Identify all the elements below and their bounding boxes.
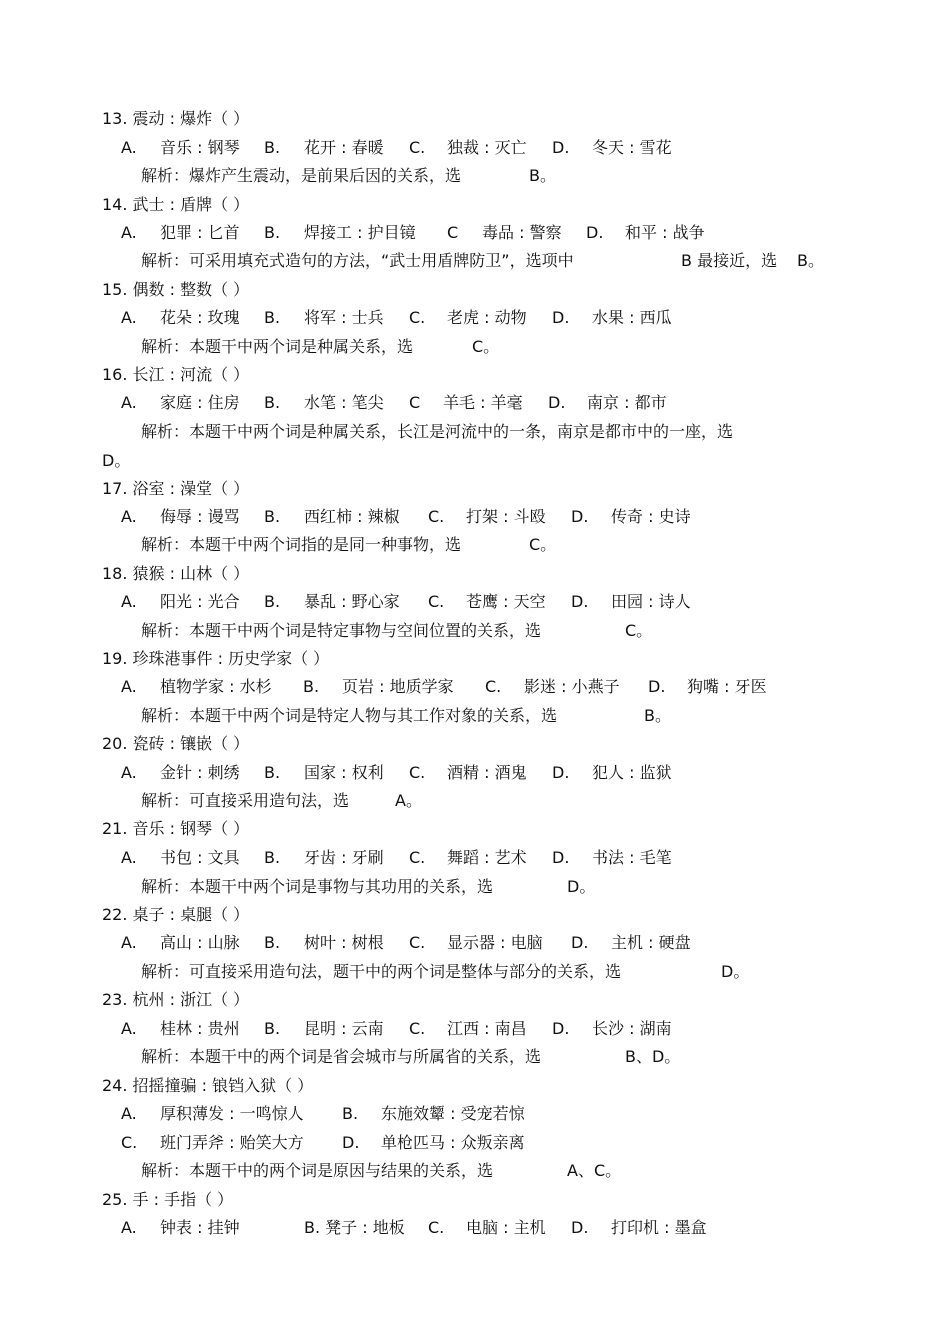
option-letter: C.	[409, 933, 426, 952]
question-stem: 16. 长江 : 河流（ ）	[102, 365, 250, 384]
option-text: 南京 : 都市	[587, 393, 667, 412]
option-letter: C.	[121, 1133, 138, 1152]
option-letter: B.	[264, 592, 281, 611]
analysis-answer: B。	[797, 251, 824, 270]
option-letter: B.	[264, 1019, 281, 1038]
option-letter: B.	[264, 933, 281, 952]
option-letter: D.	[571, 592, 589, 611]
analysis-answer: C。	[625, 621, 653, 640]
option-text: 水笔 : 笔尖	[304, 393, 384, 412]
option-text: 毒品 : 警察	[482, 223, 562, 242]
option-text: 花朵 : 玫瑰	[160, 308, 240, 327]
question-stem: 17. 浴室 : 澡堂（ ）	[102, 479, 250, 498]
option-text: 音乐 : 钢琴	[160, 138, 240, 157]
option-text: 冬天 : 雪花	[592, 138, 672, 157]
option-letter: D.	[571, 1218, 589, 1237]
option-letter: C.	[428, 592, 445, 611]
option-letter: C.	[409, 138, 426, 157]
analysis-answer: B。	[644, 706, 671, 725]
analysis-text: 解析：可直接采用造句法，题干中的两个词是整体与部分的关系，选	[141, 962, 622, 981]
option-text: 水果 : 西瓜	[592, 308, 672, 327]
option-letter: C.	[485, 677, 502, 696]
analysis-text: 解析：本题干中两个词是特定事物与空间位置的关系，选	[141, 621, 542, 640]
option-letter: B.	[264, 763, 281, 782]
question-stem: 18. 猿猴 : 山林（ ）	[102, 564, 250, 583]
analysis-text: 解析：本题干中两个词是事物与其功用的关系，选	[141, 877, 494, 896]
option-letter: D.	[571, 507, 589, 526]
analysis-answer: A、C。	[567, 1161, 622, 1180]
option-letter: A.	[121, 1019, 137, 1038]
option-letter: D.	[552, 1019, 570, 1038]
option-letter: B.	[264, 138, 281, 157]
analysis-text: B 最接近，选	[681, 251, 778, 270]
option-letter: B.	[264, 507, 281, 526]
option-text: 传奇 : 史诗	[611, 507, 691, 526]
option-text: 班门弄斧 : 贻笑大方	[160, 1133, 304, 1152]
option-text: 书包 : 文具	[160, 848, 240, 867]
option-letter: D.	[548, 393, 566, 412]
option-text: 植物学家 : 水杉	[160, 677, 272, 696]
analysis-answer: C。	[472, 337, 500, 356]
analysis-answer: A。	[395, 791, 422, 810]
question-stem: 19. 珍珠港事件 : 历史学家（ ）	[102, 649, 330, 668]
analysis-text: 解析：可直接采用造句法，选	[141, 791, 350, 810]
option-text: 东施效颦 : 受宠若惊	[381, 1104, 525, 1123]
option-letter: B.	[303, 677, 320, 696]
option-letter: D.	[648, 677, 666, 696]
option-text: 将军 : 士兵	[304, 308, 384, 327]
option-text: 主机 : 硬盘	[611, 933, 691, 952]
option-text: 狗嘴 : 牙医	[687, 677, 767, 696]
option-letter: C.	[409, 308, 426, 327]
option-text: 国家 : 权利	[304, 763, 384, 782]
option-text: 舞蹈 : 艺术	[447, 848, 527, 867]
option-text: 西红柿 : 辣椒	[304, 507, 400, 526]
option-text: 桂林 : 贵州	[160, 1019, 240, 1038]
option-letter: A.	[121, 848, 137, 867]
option-letter: C.	[409, 848, 426, 867]
option-letter: A.	[121, 677, 137, 696]
question-stem: 20. 瓷砖 : 镶嵌（ ）	[102, 734, 250, 753]
option-text: 厚积薄发 : 一鸣惊人	[160, 1104, 304, 1123]
analysis-answer: D。	[567, 877, 596, 896]
option-letter: A.	[121, 507, 137, 526]
option-letter: C	[447, 223, 459, 242]
option-text: 阳光 : 光合	[160, 592, 240, 611]
option-text: 酒精 : 酒鬼	[447, 763, 527, 782]
option-letter: D.	[586, 223, 604, 242]
option-letter: B.	[264, 848, 281, 867]
question-stem: 21. 音乐 : 钢琴（ ）	[102, 819, 250, 838]
option-letter: B.	[264, 308, 281, 327]
option-letter: D.	[342, 1133, 360, 1152]
option-text: 昆明 : 云南	[304, 1019, 384, 1038]
option-text: 钟表 : 挂钟	[160, 1218, 240, 1237]
option-text: 树叶 : 树根	[304, 933, 384, 952]
option-text: 打架 : 斗殴	[466, 507, 546, 526]
option-letter: C.	[428, 1218, 445, 1237]
analysis-answer: D。	[721, 962, 750, 981]
option-letter: A.	[121, 308, 137, 327]
option-letter: A.	[121, 763, 137, 782]
option-text: 影迷 : 小燕子	[524, 677, 620, 696]
option-text: 高山 : 山脉	[160, 933, 240, 952]
question-stem: 24. 招摇撞骗 : 锒铛入狱（ ）	[102, 1076, 314, 1095]
option-text: 江西 : 南昌	[447, 1019, 527, 1038]
option-text: 独裁 : 灭亡	[447, 138, 527, 157]
question-stem: 22. 桌子 : 桌腿（ ）	[102, 905, 250, 924]
analysis-text: 解析：爆炸产生震动，是前果后因的关系，选	[141, 166, 462, 185]
analysis-answer: B。	[529, 166, 556, 185]
option-letter: B.	[342, 1104, 359, 1123]
option-text: 犯人 : 监狱	[592, 763, 672, 782]
question-stem: 13. 震动 : 爆炸（ ）	[102, 109, 250, 128]
option-text: 电脑 : 主机	[466, 1218, 546, 1237]
option-letter: A.	[121, 933, 137, 952]
option-letter: B.	[264, 393, 281, 412]
option-letter: D.	[552, 848, 570, 867]
question-stem: 25. 手 : 手指（ ）	[102, 1190, 234, 1209]
analysis-text: 解析：本题干中两个词是特定人物与其工作对象的关系，选	[141, 706, 558, 725]
option-text: 家庭 : 住房	[160, 393, 240, 412]
analysis-answer: C。	[529, 535, 557, 554]
option-text: 单枪匹马 : 众叛亲离	[381, 1133, 525, 1152]
option-letter: D.	[571, 933, 589, 952]
option-text: 田园 : 诗人	[611, 592, 691, 611]
analysis-text: 解析：本题干中的两个词是省会城市与所属省的关系，选	[141, 1047, 542, 1066]
option-text: 牙齿 : 牙刷	[304, 848, 384, 867]
analysis-text: 解析：可采用填充式造句的方法，“武士用盾牌防卫”，选项中	[141, 251, 574, 270]
option-text: 犯罪 : 匕首	[160, 223, 240, 242]
option-text: 打印机 : 墨盒	[611, 1218, 707, 1237]
option-letter: D.	[552, 138, 570, 157]
analysis-text: 解析：本题干中两个词指的是同一种事物，选	[141, 535, 462, 554]
option-letter: C.	[428, 507, 445, 526]
option-letter: B.	[264, 223, 281, 242]
analysis-text: 解析：本题干中的两个词是原因与结果的关系，选	[141, 1161, 494, 1180]
option-text: 花开 : 春暖	[304, 138, 384, 157]
question-stem: 15. 偶数 : 整数（ ）	[102, 280, 250, 299]
option-letter: A.	[121, 393, 137, 412]
analysis-answer: B、D。	[625, 1047, 681, 1066]
option-letter: A.	[121, 1218, 137, 1237]
analysis-answer: D。	[102, 451, 131, 470]
option-text: 侮辱 : 谩骂	[160, 507, 240, 526]
option-letter: A.	[121, 138, 137, 157]
question-stem: 23. 杭州 : 浙江（ ）	[102, 990, 250, 1009]
option-letter: A.	[121, 223, 137, 242]
option-text: B. 凳子 : 地板	[304, 1218, 405, 1237]
option-text: 书法 : 毛笔	[592, 848, 672, 867]
option-text: 焊接工 : 护目镜	[304, 223, 416, 242]
option-letter: C	[409, 393, 421, 412]
option-letter: D.	[552, 763, 570, 782]
option-text: 长沙 : 湖南	[592, 1019, 672, 1038]
option-text: 苍鹰 : 天空	[466, 592, 546, 611]
option-text: 和平 : 战争	[625, 223, 705, 242]
option-text: 显示器 : 电脑	[447, 933, 543, 952]
option-text: 金针 : 刺绣	[160, 763, 240, 782]
option-letter: A.	[121, 1104, 137, 1123]
question-stem: 14. 武士 : 盾牌（ ）	[102, 195, 250, 214]
option-text: 暴乱 : 野心家	[304, 592, 400, 611]
option-text: 羊毛 : 羊毫	[443, 393, 523, 412]
option-text: 老虎 : 动物	[447, 308, 527, 327]
analysis-text: 解析：本题干中两个词是种属关系，长江是河流中的一条，南京是都市中的一座，选	[141, 422, 734, 441]
option-letter: C.	[409, 763, 426, 782]
option-letter: D.	[552, 308, 570, 327]
analysis-text: 解析：本题干中两个词是种属关系，选	[141, 337, 414, 356]
option-letter: C.	[409, 1019, 426, 1038]
option-text: 页岩 : 地质学家	[342, 677, 454, 696]
option-letter: A.	[121, 592, 137, 611]
